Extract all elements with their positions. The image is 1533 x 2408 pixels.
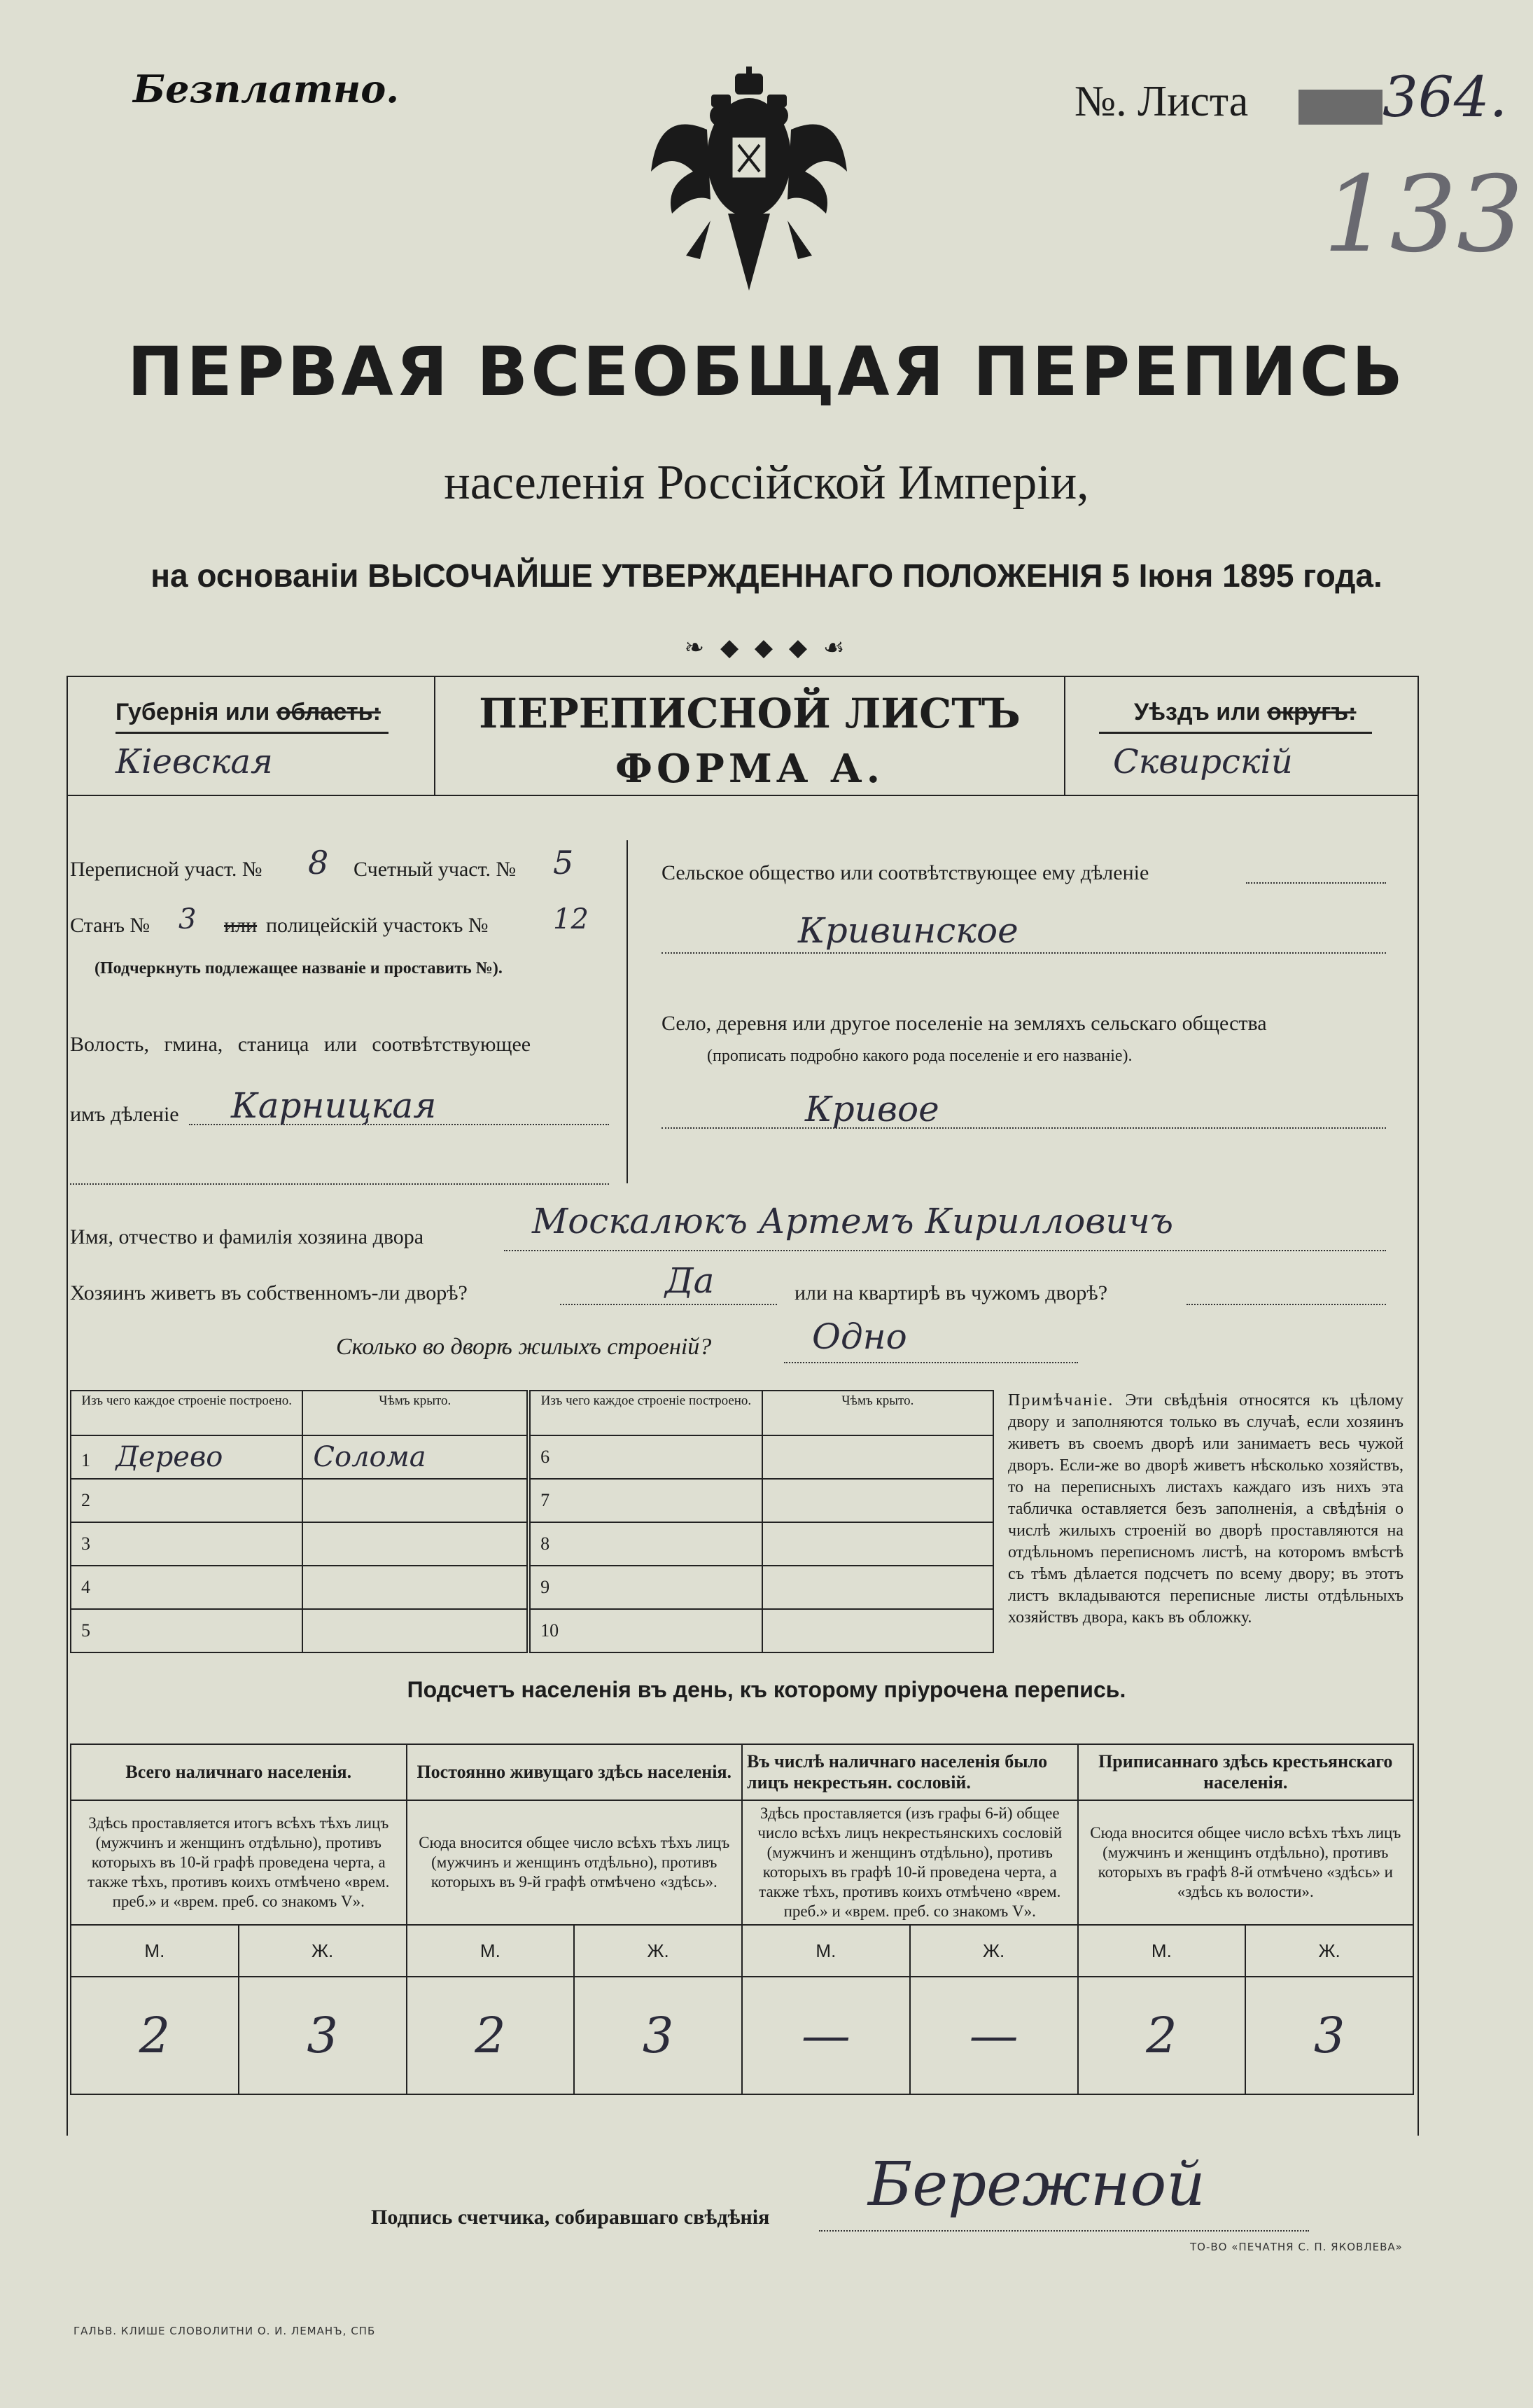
owner-name-underline — [504, 1250, 1386, 1251]
roof-cell — [762, 1566, 993, 1609]
buildings-label: Сколько во дворѣ жилыхъ строеній? — [336, 1334, 712, 1360]
village-value: Кривое — [805, 1089, 939, 1129]
division-label: имъ дѣленіе — [70, 1103, 179, 1126]
nonpeasant-female-value: — — [910, 1977, 1078, 2094]
total-female-value: 3 — [239, 1977, 407, 2094]
roof-cell — [302, 1609, 528, 1652]
form-title: ФОРМА А. — [615, 746, 885, 792]
col-registered-title: Приписаннаго здѣсь крестьянскаго населенія. — [1078, 1744, 1414, 1800]
police-value: 12 — [553, 903, 589, 935]
sheet-title: ПЕРЕПИСНОЙ ЛИСТЪ — [479, 690, 1021, 737]
note-text: Эти свѣдѣнія относятся къ цѣлому двору и заполняются только въ случаѣ, если хозяинъ живетъ въ своемъ дворѣ или занимаетъ весь чужой дворъ. Если-же во дворѣ живетъ нѣсколько хозяйствъ, то на переписныхъ листахъ каждаго изъ нихъ эта табличка оставляется безъ заполненія, а свѣдѣнія о числѣ жилыхъ строеній во дворѣ проставляются на отдѣльномъ переписномъ листѣ, на которомъ вмѣстѣ съ тѣмъ дѣлается подсчетъ по всему двору; въ этотъ листъ вкладываются переписные листы отдѣльныхъ хозяйствъ двора, какъ въ обложку. — [1008, 1391, 1404, 1627]
male-label: М. — [407, 1925, 575, 1977]
own-yard-label: Хозяинъ живетъ въ собственномъ-ли дворѣ? — [70, 1281, 468, 1304]
signature-value: Бережной — [868, 2150, 1205, 2220]
col-total-desc: Здѣсь проставляется итогъ всѣхъ тѣхъ лицъ (мужчинъ и женщинъ отдѣльно), противъ которыхъ въ 10-й графѣ проведена черта, а также тѣхъ, противъ коихъ отмѣчено «врем. преб.» и «врем. преб. со знакомъ V». — [71, 1800, 407, 1925]
count-section-label: Счетный участ. № — [354, 858, 517, 881]
double-headed-eagle-emblem — [644, 67, 854, 298]
roof-cell — [762, 1522, 993, 1566]
count-section-value: 5 — [553, 844, 574, 882]
row-number: 3 — [71, 1522, 302, 1566]
roof-cell — [762, 1435, 993, 1479]
box-bottom-rule — [66, 795, 1418, 796]
roof-cell — [302, 1566, 528, 1609]
buildings-underline — [784, 1362, 1078, 1363]
col-material-right: Изъ чего каждое строеніе построено. — [528, 1391, 762, 1435]
main-title: ПЕРВАЯ ВСЕОБЩАЯ ПЕРЕПИСЬ — [127, 333, 1406, 411]
roof-cell — [302, 1522, 528, 1566]
column-divider — [626, 840, 628, 1183]
sheet-number-label: №. Листа — [1074, 78, 1249, 125]
col-total-title: Всего наличнаго населенія. — [71, 1744, 407, 1800]
province-value: Кіевская — [115, 742, 273, 781]
row-number: 4 — [71, 1566, 302, 1609]
male-label: М. — [71, 1925, 239, 1977]
district-label-text: Уѣздъ или — [1134, 699, 1261, 725]
signature-label: Подпись счетчика, собиравшаго свѣдѣнія — [371, 2206, 770, 2229]
police-label: полицейскій участокъ № — [266, 914, 489, 937]
nonpeasant-male-value: — — [742, 1977, 910, 2094]
district-label — [1134, 699, 1356, 726]
population-header-row — [71, 1744, 1413, 1800]
row-number: 1 Дерево — [71, 1435, 302, 1479]
signature-underline — [819, 2230, 1309, 2232]
permanent-female-value: 3 — [574, 1977, 742, 2094]
population-desc-row — [71, 1800, 1413, 1925]
stan-value: 3 — [178, 903, 197, 935]
buildings-value: Одно — [812, 1316, 907, 1357]
col-permanent-desc: Сюда вносится общее число всѣхъ тѣхъ лицъ (мужчинъ и женщинъ отдѣльно), противъ которыхъ въ 9-й графѣ отмѣчено «здѣсь». — [407, 1800, 743, 1925]
printer-right: ТО-ВО «ПЕЧАТНЯ С. П. ЯКОВЛЕВА» — [1190, 2241, 1403, 2253]
district-struck: округъ: — [1267, 699, 1357, 725]
population-heading: Подсчетъ населенія въ день, къ которому пріурочена перепись. — [407, 1677, 1126, 1702]
stan-label: Станъ № — [70, 914, 150, 937]
table-row — [71, 1479, 993, 1522]
left-rule — [66, 676, 68, 2136]
owner-name-label: Имя, отчество и фамилія хозяина двора — [70, 1225, 424, 1248]
division-value: Карницкая — [231, 1085, 437, 1126]
village-note: (прописать подробно какого рода поселеніе и его названіе). — [707, 1047, 1133, 1065]
sheet-number-value: 364. — [1382, 64, 1508, 130]
buildings-header-row — [71, 1391, 993, 1435]
stan-note: (Подчеркнуть подлежащее названіе и проставить №). — [94, 959, 503, 977]
first-roof-value: Солома — [313, 1441, 426, 1473]
male-label: М. — [1078, 1925, 1246, 1977]
roof-cell — [762, 1609, 993, 1652]
table-row — [71, 1522, 993, 1566]
female-label: Ж. — [910, 1925, 1078, 1977]
society-label: Сельское общество или соотвѣтствующее ему дѣленіе — [662, 861, 1149, 884]
village-underline — [662, 1127, 1386, 1129]
top-rule — [66, 676, 1418, 677]
rent-underline — [1186, 1304, 1386, 1305]
row-number: 6 — [528, 1435, 762, 1479]
census-section-label: Переписной участ. № — [70, 858, 262, 881]
province-label-text: Губернія или — [115, 699, 270, 725]
free-label: Безплатно. — [133, 67, 400, 111]
redaction-bar — [1298, 90, 1382, 125]
census-section-value: 8 — [308, 844, 329, 882]
own-yard-underline — [560, 1304, 777, 1305]
district-underline — [1099, 732, 1372, 734]
stan-struck: или — [224, 914, 258, 937]
ornament-divider: ❧ ◆ ◆ ◆ ☙ — [684, 634, 849, 662]
box-divider-2 — [1064, 676, 1065, 795]
male-label: М. — [742, 1925, 910, 1977]
volost-label: Волость, гмина, станица или соотвѣтствующее — [70, 1033, 531, 1056]
note-label: Примѣчаніе. — [1008, 1391, 1114, 1410]
margin-number: 133 — [1323, 154, 1524, 276]
female-label: Ж. — [574, 1925, 742, 1977]
col-permanent-title: Постоянно живущаго здѣсь населенія. — [407, 1744, 743, 1800]
village-label: Село, деревня или другое поселеніе на земляхъ сельскаго общества — [662, 1012, 1267, 1035]
permanent-male-value: 2 — [407, 1977, 575, 2094]
owner-name-value: Москалюкъ Артемъ Кирилловичъ — [532, 1201, 1174, 1241]
district-value: Сквирскій — [1113, 742, 1293, 781]
table-row — [71, 1566, 993, 1609]
own-yard-value: Да — [665, 1260, 715, 1301]
row-number: 7 — [528, 1479, 762, 1522]
note — [1008, 1390, 1404, 1629]
table-row — [71, 1435, 993, 1479]
female-label: Ж. — [1245, 1925, 1413, 1977]
population-sex-row — [71, 1925, 1413, 1977]
registered-male-value: 2 — [1078, 1977, 1246, 2094]
col-registered-desc: Сюда вносится общее число всѣхъ тѣхъ лицъ (мужчинъ и женщинъ отдѣльно), противъ которыхъ въ графѣ 8-й отмѣчено «здѣсь» и «здѣсь къ волости». — [1078, 1800, 1414, 1925]
row-number: 8 — [528, 1522, 762, 1566]
col-nonpeasant-title: Въ числѣ наличнаго населенія было лицъ некрестьян. сословій. — [742, 1744, 1078, 1800]
buildings-table — [70, 1390, 994, 1653]
first-material-value: Дерево — [115, 1441, 223, 1473]
roof-cell — [762, 1479, 993, 1522]
col-roof-left: Чѣмъ крыто. — [302, 1391, 528, 1435]
col-nonpeasant-desc: Здѣсь проставляется (изъ графы 6-й) общее число всѣхъ лицъ некрестьянскихъ сословій (мужчинъ и женщинъ отдѣльно), противъ которыхъ въ графѣ 10-й проведена черта, а также тѣхъ, противъ коихъ отмѣчено «врем. преб.» и «врем. преб. со знакомъ V». — [742, 1800, 1078, 1925]
row-number: 5 — [71, 1609, 302, 1652]
division-extra-line — [70, 1183, 609, 1185]
rent-label: или на квартирѣ въ чужомъ дворѣ? — [794, 1281, 1108, 1304]
female-label: Ж. — [239, 1925, 407, 1977]
row-number: 9 — [528, 1566, 762, 1609]
population-values-row — [71, 1977, 1413, 2094]
col-material-left: Изъ чего каждое строеніе построено. — [71, 1391, 302, 1435]
province-label — [115, 699, 381, 726]
population-table — [70, 1744, 1414, 2095]
legal-basis: на основаніи ВЫСОЧАЙШЕ УТВЕРЖДЕННАГО ПОЛОЖЕНІЯ 5 Іюня 1895 года. — [150, 557, 1382, 594]
row-number: 2 — [71, 1479, 302, 1522]
province-struck: область: — [276, 699, 381, 725]
right-rule — [1418, 676, 1419, 2136]
total-male-value: 2 — [71, 1977, 239, 2094]
society-underline-2 — [662, 952, 1386, 954]
registered-female-value: 3 — [1245, 1977, 1413, 2094]
subtitle: населенія Россійской Имперіи, — [444, 456, 1089, 510]
province-underline — [115, 732, 388, 734]
row-number: 10 — [528, 1609, 762, 1652]
society-value: Кривинское — [798, 910, 1018, 951]
first-roof-cell — [302, 1435, 528, 1479]
printer-left: ГАЛЬВ. КЛИШЕ СЛОВОЛИТНИ О. И. ЛЕМАНЪ, СПБ — [74, 2325, 376, 2337]
table-row — [71, 1609, 993, 1652]
col-roof-right: Чѣмъ крыто. — [762, 1391, 993, 1435]
roof-cell — [302, 1479, 528, 1522]
society-underline-1 — [1246, 882, 1386, 884]
